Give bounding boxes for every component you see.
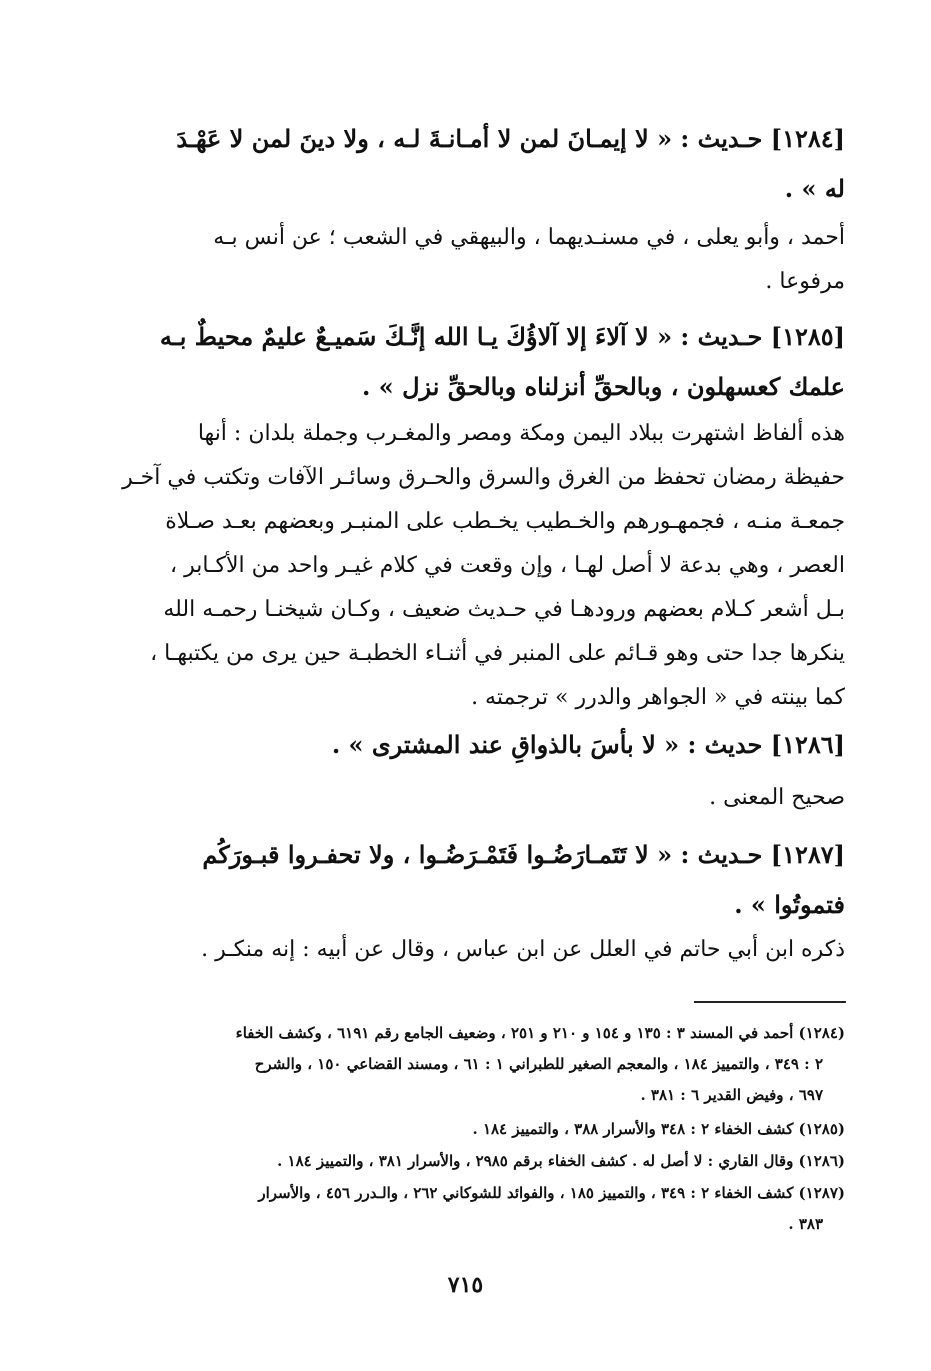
- text-line: [١٢٨٥] حـديث : « لا آلاءَ إلا آلاؤُكَ يـا الله إنَّـكَ سَميـعٌ عليمٌ محيطٌ بـه: [159, 322, 845, 351]
- text-line: جمعـة منـه ، فجمهـورهم والخـطيب يخـطب على المنبـر وبعضهم بعـد صـلاة: [165, 509, 845, 534]
- text-line: [١٢٨٧] حـديث : « لا تَتَمـارَضُـوا فَتَمْـرَضُـوا ، ولا تحفـروا قبـورَكُم: [202, 840, 845, 869]
- text-line: [١٢٨٦] حديث : « لا بأسَ بالذواقِ عند المشترى » .: [331, 730, 845, 759]
- text-line: ذكره ابن أبي حاتم في العلل عن ابن عباس ، وقال عن أبيه : إنه منكـر .: [201, 937, 845, 962]
- footnote-line: ٦٩٧ ، وفيض القدير ٦ : ٣٨١ .: [640, 1086, 823, 1104]
- text-line: ينكرها جدا حتى وهو قـائم على المنبر في أثنـاء الخطبـة حين يرى من يكتبهـا ،: [150, 641, 845, 666]
- text-line: حفيظة رمضان تحفظ من الغرق والسرق والحـرق وسائـر الآفات وتكتب في آخـر: [122, 465, 845, 490]
- text-line: علمك كعسهلون ، وبالحقِّ أنزلناه وبالحقِّ نزل » .: [362, 372, 845, 401]
- footnote-line: ٢ : ٣٤٩ ، والتمييز ١٨٤ ، والمعجم الصغير للطبراني ١ : ٦١ ، ومسند القضاعي ١٥٠ ، والشرح: [254, 1055, 823, 1073]
- text-line: له » .: [784, 174, 845, 203]
- text-line: العصر ، وهي بدعة لا أصل لهـا ، وإن وقعت في كلام غيـر واحد من الأكـابر ،: [170, 553, 845, 578]
- footnote-1284: [85, 1018, 845, 1111]
- text-line: [١٢٨٤] حـديث : « لا إيمـانَ لمن لا أمـانـةَ لـه ، ولا دينَ لمن لا عَهْـدَ: [176, 124, 845, 153]
- footnote-line: (١٢٨٤) أحمد في المسند ٣ : ١٣٥ و ١٥٤ و ٢١٠ و ٢٥١ ، وضعيف الجامع رقم ٦١٩١ ، وكشف الخفاء: [235, 1024, 845, 1042]
- text-line: هذه ألفاظ اشتهرت ببلاد اليمن ومكة ومصر والمغـرب وجملة بلدان : أنها: [197, 421, 845, 446]
- text-line: مرفوعا .: [765, 269, 845, 294]
- footnote-1286: [85, 1146, 845, 1177]
- footnote-line: (١٢٨٧) كشف الخفاء ٢ : ٣٤٩ ، والتمييز ١٨٥ ، والفوائد للشوكاني ٢٦٢ ، والـدرر ٤٥٦ ، والأسرار: [258, 1184, 845, 1202]
- text-line: بـل أشعر كـلام بعضهم ورودهـا في حـديث ضعيف ، وكـان شيخنـا رحمـه الله: [163, 597, 845, 622]
- verdict-paragraph-1286: [85, 776, 845, 820]
- hadith-entry-1285: [85, 312, 845, 412]
- hadith-entry-1286: [85, 720, 845, 770]
- hadith-entry-1287: [85, 830, 845, 930]
- source-paragraph-1284: [85, 216, 845, 304]
- source-paragraph-1287: [85, 928, 845, 972]
- hadith-entry-1284: [85, 114, 845, 214]
- text-line: كما بينته في « الجواهر والدرر » ترجمته .: [471, 685, 845, 710]
- page-number: ٧١٥: [447, 1272, 484, 1298]
- text-line: أحمد ، وأبو يعلى ، في مسنـديهما ، والبيهقي في الشعب ؛ عن أنس بـه: [213, 225, 845, 250]
- text-line: فتموتُوا » .: [734, 890, 845, 919]
- footnote-line: (١٢٨٥) كشف الخفاء ٢ : ٣٤٨ والأسرار ٣٨٨ ، والتمييز ١٨٤ .: [472, 1120, 845, 1138]
- footnote-1285: [85, 1114, 845, 1145]
- footnote-separator: [694, 1001, 846, 1003]
- commentary-paragraph-1285: [85, 412, 845, 720]
- footnote-line: ٣٨٣ .: [788, 1215, 823, 1233]
- footnote-1287: [85, 1178, 845, 1240]
- footnote-line: (١٢٨٦) وقال القاري : لا أصل له . كشف الخفاء برقم ٢٩٨٥ ، والأسرار ٣٨١ ، والتمييز ١٨٤ .: [277, 1152, 845, 1170]
- text-line: صحيح المعنى .: [709, 785, 845, 810]
